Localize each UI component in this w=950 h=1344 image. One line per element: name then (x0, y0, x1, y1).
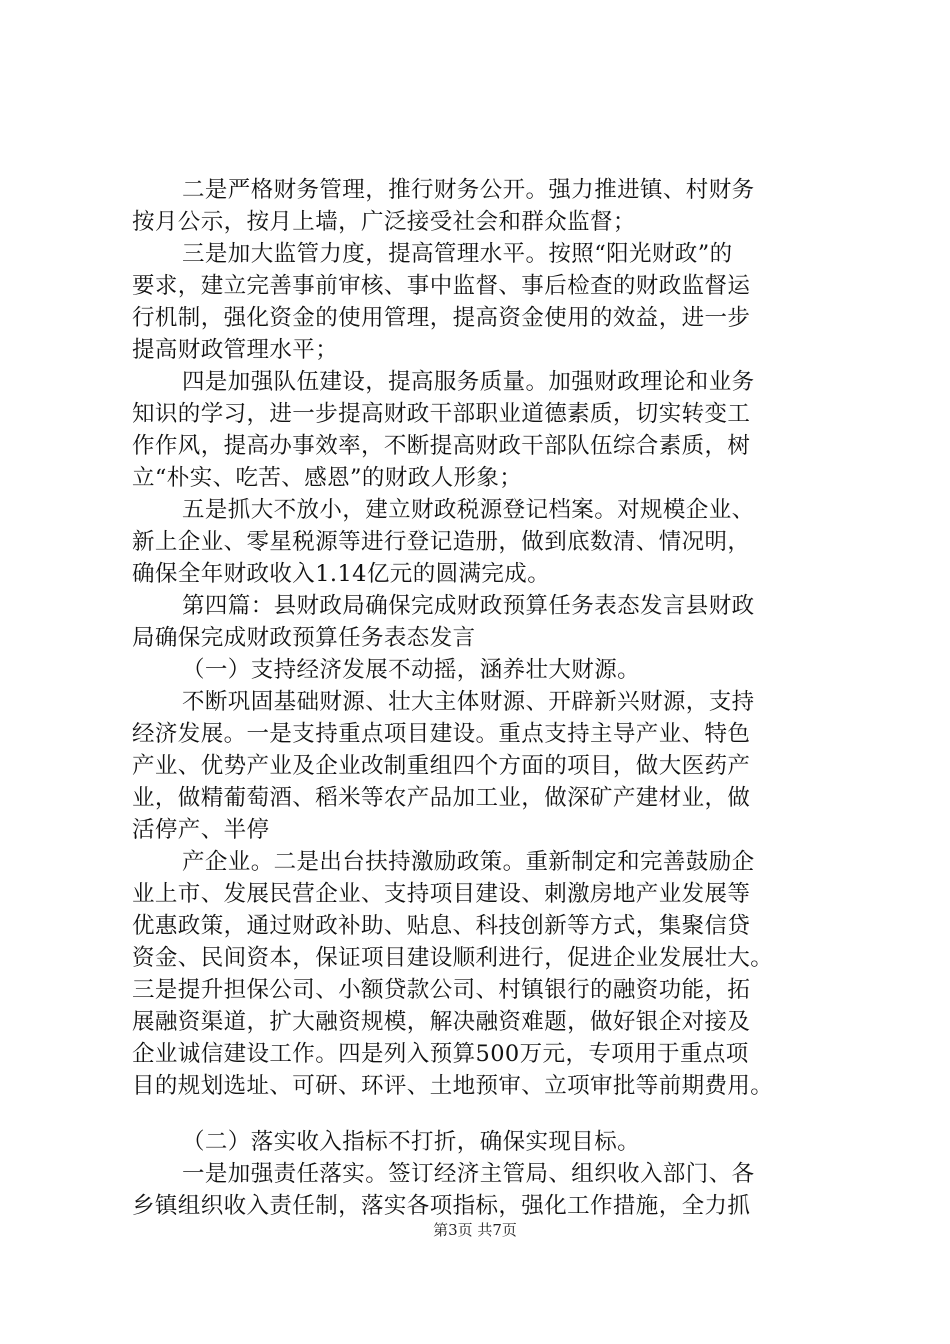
text-line: 新上企业、零星税源等进行登记造册，做到底数清、情况明， (132, 529, 751, 555)
subsection-heading: （一）支持经济发展不动摇，涵养壮大财源。 (182, 657, 641, 683)
text-line: 提高财政管理水平； (132, 337, 339, 363)
text-line: 五是抓大不放小，建立财政税源登记档案。对规模企业、 (182, 497, 755, 523)
text-line: 展融资渠道，扩大融资规模，解决融资难题，做好银企对接及 (132, 1009, 751, 1035)
text-line: 作作风，提高办事效率，不断提高财政干部队伍综合素质，树 (132, 433, 751, 459)
text-line: 业上市、发展民营企业、支持项目建设、刺激房地产业发展等 (132, 881, 751, 907)
text-line: 确保全年财政收入1.14亿元的圆满完成。 (132, 561, 551, 587)
paragraph-gap (132, 1102, 852, 1126)
text-line: 不断巩固基础财源、壮大主体财源、开辟新兴财源，支持 (182, 689, 755, 715)
text-line: 产业、优势产业及企业改制重组四个方面的项目，做大医药产 (132, 753, 751, 779)
document-body (132, 174, 852, 1222)
text-line: 企业诚信建设工作。四是列入预算500万元，专项用于重点项 (132, 1041, 749, 1067)
text-line: 三是加大监管力度，提高管理水平。按照“阳光财政”的 (182, 241, 733, 267)
subsection-heading: （二）落实收入指标不打折，确保实现目标。 (182, 1129, 641, 1155)
text-line: 三是提升担保公司、小额贷款公司、村镇银行的融资功能，拓 (132, 977, 751, 1003)
text-line: 优惠政策，通过财政补助、贴息、科技创新等方式，集聚信贷 (132, 913, 751, 939)
text-line: 乡镇组织收入责任制，落实各项指标，强化工作措施，全力抓 (132, 1193, 751, 1219)
text-line: 产企业。二是出台扶持激励政策。重新制定和完善鼓励企 (182, 849, 755, 875)
page-footer (0, 1219, 950, 1240)
text-line: 一是加强责任落实。签订经济主管局、组织收入部门、各 (182, 1161, 755, 1187)
section-heading: 第四篇：县财政局确保完成财政预算任务表态发言县财政 (182, 593, 755, 619)
text-line: 活停产、半停 (132, 817, 270, 843)
text-line: 二是严格财务管理，推行财务公开。强力推进镇、村财务 (182, 177, 755, 203)
text-line: 资金、民间资本，保证项目建设顺利进行，促进企业发展壮大。 (132, 945, 774, 971)
text-line: 目的规划选址、可研、环评、土地预审、立项审批等前期费用。 (132, 1073, 774, 1099)
text-line: 经济发展。一是支持重点项目建设。重点支持主导产业、特色 (132, 721, 751, 747)
text-line: 知识的学习，进一步提高财政干部职业道德素质，切实转变工 (132, 401, 751, 427)
text-line: 立“朴实、吃苦、感恩”的财政人形象； (132, 465, 523, 491)
text-line: 要求，建立完善事前审核、事中监督、事后检查的财政监督运 (132, 273, 751, 299)
text-line: 行机制，强化资金的使用管理，提高资金使用的效益，进一步 (132, 305, 751, 331)
page-number-label: 第3页 共7页 (433, 1221, 517, 1239)
text-line: 四是加强队伍建设，提高服务质量。加强财政理论和业务 (182, 369, 755, 395)
text-line: 业，做精葡萄酒、稻米等农产品加工业，做深矿产建材业，做 (132, 785, 751, 811)
text-line: 按月公示，按月上墙，广泛接受社会和群众监督； (132, 209, 636, 235)
section-heading: 局确保完成财政预算任务表态发言 (132, 625, 476, 651)
